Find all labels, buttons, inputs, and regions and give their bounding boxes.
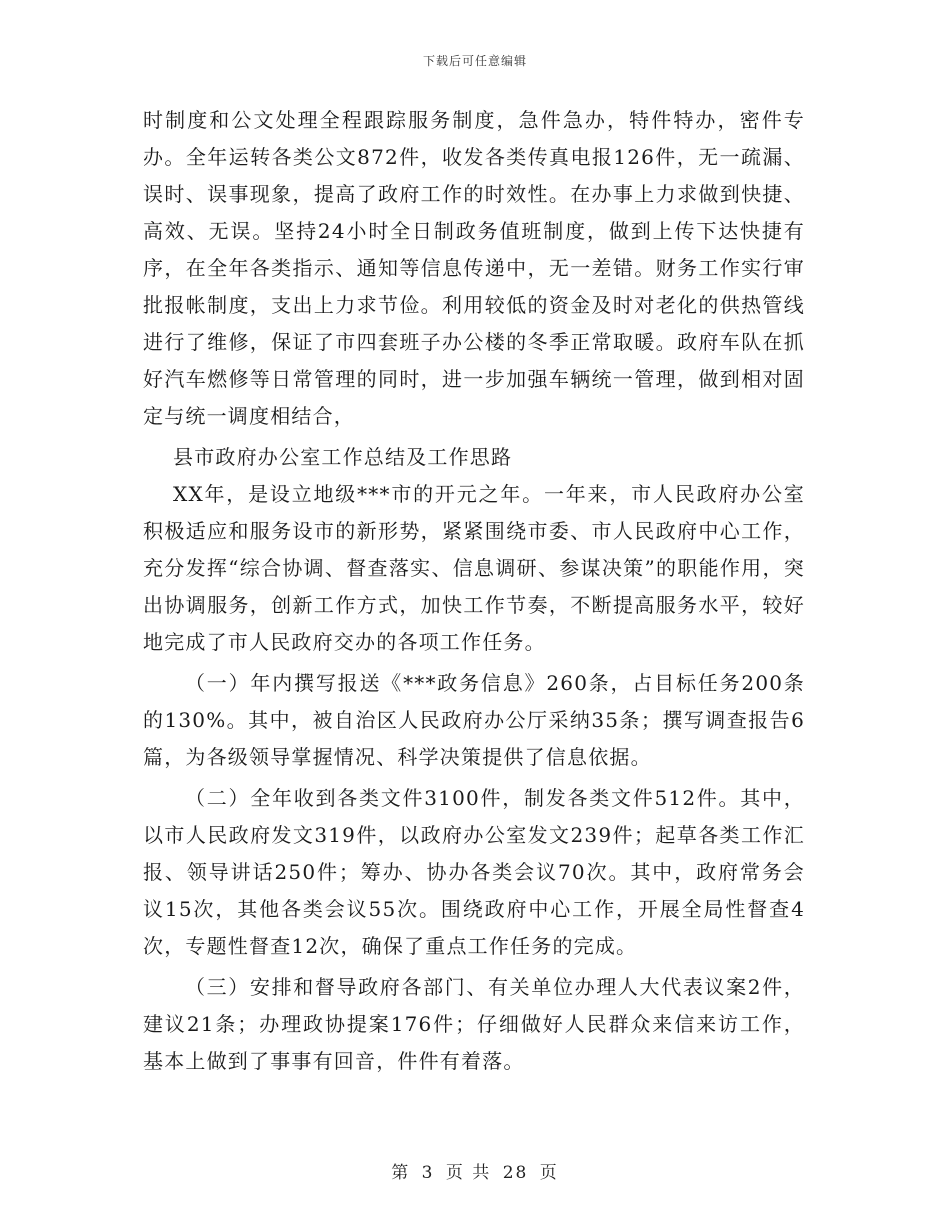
total-page-count: 28 [502,1163,529,1183]
page-label-mid: 页 共 [445,1163,492,1183]
list-item-1: （一）年内撰写报送《***政务信息》260条，占目标任务200条的130%。其中，被自治区人民政府办公厅采纳35条；撰写调查报告6篇，为各级领导掌握情况、科学决策提供了信息依据。 [143,671,805,769]
page-label-suffix: 页 [539,1163,559,1183]
document-body [143,102,805,1080]
paragraph-intro: 时制度和公文处理全程跟踪服务制度，急件急办，特件特办，密件专办。全年运转各类公文872件，收发各类传真电报126件，无一疏漏、误时、误事现象，提高了政府工作的时效性。在办事上力求做到快捷、高效、无误。坚持24小时全日制政务值班制度，做到上传下达快捷有序，在全年各类指示、通知等信息传递中，无一差错。财务工作实行审批报帐制度，支出上力求节俭。利用较低的资金及时对老化的供热管线进行了维修，保证了市四套班子办公楼的冬季正常取暖。政府车队在抓好汽车燃修等日常管理的同时，进一步加强车辆统一管理，做到相对固定与统一调度相结合， [143,108,805,428]
section-title: 县市政府办公室工作总结及工作思路 [173,445,513,469]
page-label-prefix: 第 [391,1163,411,1183]
page-number-footer [0,1158,950,1183]
current-page-number: 3 [421,1163,435,1183]
list-item-3: （三）安排和督导政府各部门、有关单位办理人大代表议案2件，建议21条；办理政协提案176件；仔细做好人民群众来信来访工作，基本上做到了事事有回音，件件有着落。 [143,975,805,1073]
header-note: 下载后可任意编辑 [422,54,527,68]
paragraph-overview: XX年，是设立地级***市的开元之年。一年来，市人民政府办公室积极适应和服务设市的新形势，紧紧围绕市委、市人民政府中心工作，充分发挥“综合协调、督查落实、信息调研、参谋决策”的职能作用，突出协调服务，创新工作方式，加快工作节奏，不断提高服务水平，较好地完成了市人民政府交办的各项工作任务。 [143,482,805,654]
list-item-2: （二）全年收到各类文件3100件，制发各类文件512件。其中，以市人民政府发文319件，以政府办公室发文239件；起草各类工作汇报、领导讲话250件；筹办、协办各类会议70次。其中，政府常务会议15次，其他各类会议55次。围绕政府中心工作，开展全局性督查4次，专题性督查12次，确保了重点工作任务的完成。 [143,786,805,958]
